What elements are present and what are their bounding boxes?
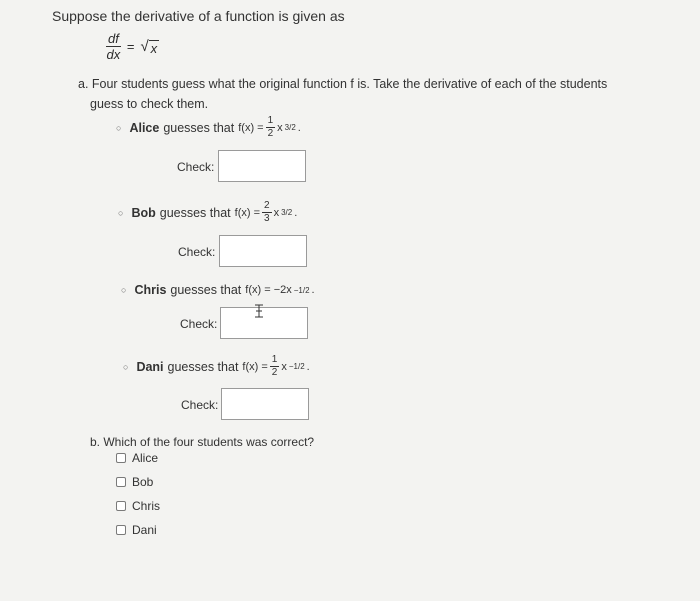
coef-num: 1 <box>267 115 274 126</box>
check-input-bob[interactable] <box>219 235 307 267</box>
checkbox-icon[interactable] <box>116 501 126 511</box>
student-dani <box>123 355 310 378</box>
exponent: −1/2 <box>293 285 310 295</box>
check-input-alice[interactable] <box>218 150 306 182</box>
part-a-line2: guess to check them. <box>90 97 209 111</box>
check-label-alice: Check: <box>177 160 215 174</box>
period: . <box>294 206 298 219</box>
fx-label: f(x) = <box>242 360 268 373</box>
coef-den: 2 <box>271 367 278 378</box>
question-intro: Suppose the derivative of a function is given as <box>52 8 345 24</box>
option-bob[interactable] <box>116 475 153 489</box>
coef-den: 2 <box>267 128 274 139</box>
fx-label: f(x) = −2x <box>245 284 292 296</box>
student-name: Chris <box>134 283 167 297</box>
variable: x <box>273 206 280 219</box>
option-alice[interactable] <box>116 451 158 465</box>
option-label: Alice <box>132 451 159 465</box>
part-b-prompt: b. Which of the four students was correct? <box>90 435 315 449</box>
bullet-icon: ○ <box>121 285 127 295</box>
option-label: Bob <box>132 475 154 489</box>
check-input-chris[interactable] <box>220 307 308 339</box>
student-name: Dani <box>136 359 164 374</box>
checkbox-icon[interactable] <box>116 525 126 535</box>
student-name: Bob <box>131 205 156 220</box>
check-label-dani: Check: <box>181 398 219 412</box>
guess-text: guesses that <box>167 359 239 374</box>
guess-text: guesses that <box>159 205 231 220</box>
coefficient-fraction <box>270 355 280 378</box>
guess-formula <box>238 116 301 139</box>
square-root <box>140 38 159 56</box>
coefficient-fraction <box>266 116 276 139</box>
fx-label: f(x) = <box>238 121 264 134</box>
period: . <box>306 360 310 373</box>
period: . <box>311 284 315 296</box>
coef-num: 2 <box>264 200 270 211</box>
student-name: Alice <box>129 120 160 135</box>
bullet-icon: ○ <box>116 122 122 133</box>
option-label: Dani <box>132 523 157 537</box>
variable: x <box>277 121 283 134</box>
radical-icon: √ <box>140 37 149 55</box>
option-chris[interactable] <box>116 499 160 513</box>
bullet-icon: ○ <box>118 207 124 218</box>
check-label-bob: Check: <box>178 245 216 259</box>
option-label: Chris <box>132 499 161 513</box>
option-dani[interactable] <box>116 523 157 537</box>
checkbox-icon[interactable] <box>116 453 126 463</box>
guess-text: guesses that <box>163 120 235 135</box>
equals-sign: = <box>126 39 135 54</box>
derivative-equation <box>106 32 159 61</box>
exponent: 3/2 <box>281 208 293 217</box>
derivative-fraction <box>106 32 121 61</box>
checkbox-icon[interactable] <box>116 477 126 487</box>
period: . <box>297 121 301 134</box>
variable: x <box>281 360 287 373</box>
coef-den: 3 <box>264 213 270 224</box>
part-a-prompt <box>78 74 618 114</box>
guess-formula <box>245 284 314 296</box>
student-alice <box>116 116 301 139</box>
derivative-denominator: dx <box>106 47 121 62</box>
bullet-icon: ○ <box>123 361 129 372</box>
guess-formula <box>242 355 309 378</box>
fx-label: f(x) = <box>234 206 261 219</box>
guess-text: guesses that <box>170 283 242 297</box>
exponent: 3/2 <box>284 123 296 132</box>
coefficient-fraction <box>262 201 272 224</box>
check-input-dani[interactable] <box>221 388 309 420</box>
guess-formula <box>235 201 298 224</box>
student-chris <box>121 283 315 297</box>
text-cursor-icon <box>254 304 264 318</box>
coef-num: 1 <box>271 354 278 365</box>
radicand: x <box>150 40 158 56</box>
student-bob <box>118 201 297 224</box>
derivative-numerator: df <box>108 31 119 46</box>
exponent: −1/2 <box>288 362 305 371</box>
check-label-chris: Check: <box>180 317 218 331</box>
part-a-line1: a. Four students guess what the original function f is. Take the derivative of each of the students <box>78 77 608 91</box>
